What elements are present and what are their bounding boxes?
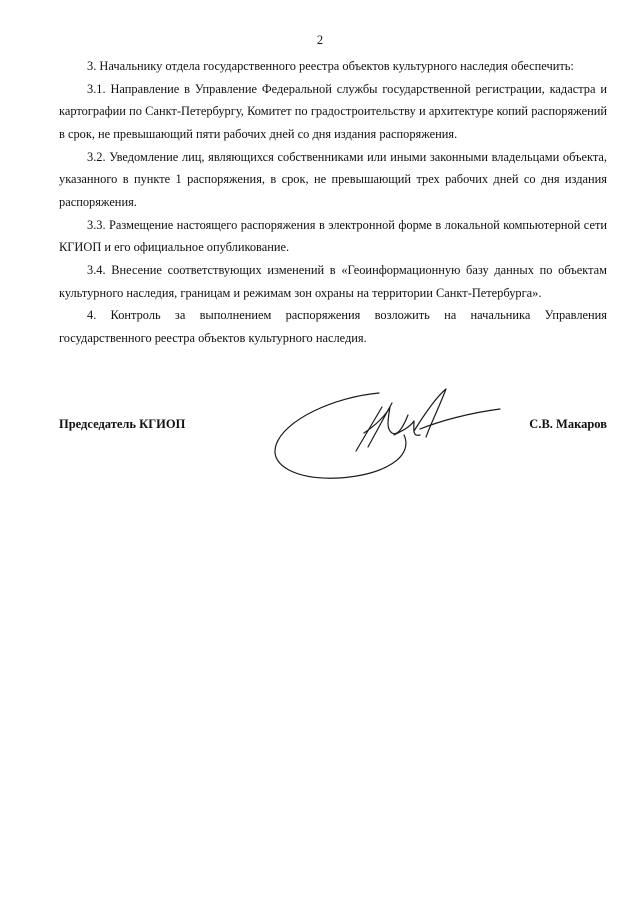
paragraph-3-3: 3.3. Размещение настоящего распоряжения в электронной форме в локальной компьютерной сети КГИОП и его официальное опубликование.	[59, 217, 607, 255]
signer-name: С.В. Макаров	[529, 417, 607, 431]
paragraph-3-2: 3.2. Уведомление лиц, являющихся собственниками или иными законными владельцами объекта, указанного в пункте 1 распоряжения, в срок, не превышающий трех рабочих дней со дня издания распоряжения.	[59, 149, 607, 209]
signer-title: Председатель КГИОП	[59, 417, 186, 431]
paragraph-3-1: 3.1. Направление в Управление Федеральной службы государственной регистрации, кадастра и картографии по Санкт-Петербургу, Комитет по градостроительству и архитектуре копий распоряжений в срок, не превышающий пяти рабочих дней со дня издания распоряжения.	[59, 81, 607, 141]
paragraph-3: 3. Начальнику отдела государственного реестра объектов культурного наследия обеспечить:	[87, 59, 574, 73]
signature-block	[59, 385, 607, 495]
handwritten-signature-icon	[264, 385, 514, 485]
paragraph-4: 4. Контроль за выполнением распоряжения возложить на начальника Управления государственного реестра объектов культурного наследия.	[59, 308, 607, 346]
paragraph-3-4: 3.4. Внесение соответствующих изменений в «Геоинформационную базу данных по объектам культурного наследия, границам и режимам зон охраны на территории Санкт-Петербурга».	[59, 263, 607, 300]
page-number: 2	[316, 33, 324, 47]
document-body	[59, 55, 607, 350]
